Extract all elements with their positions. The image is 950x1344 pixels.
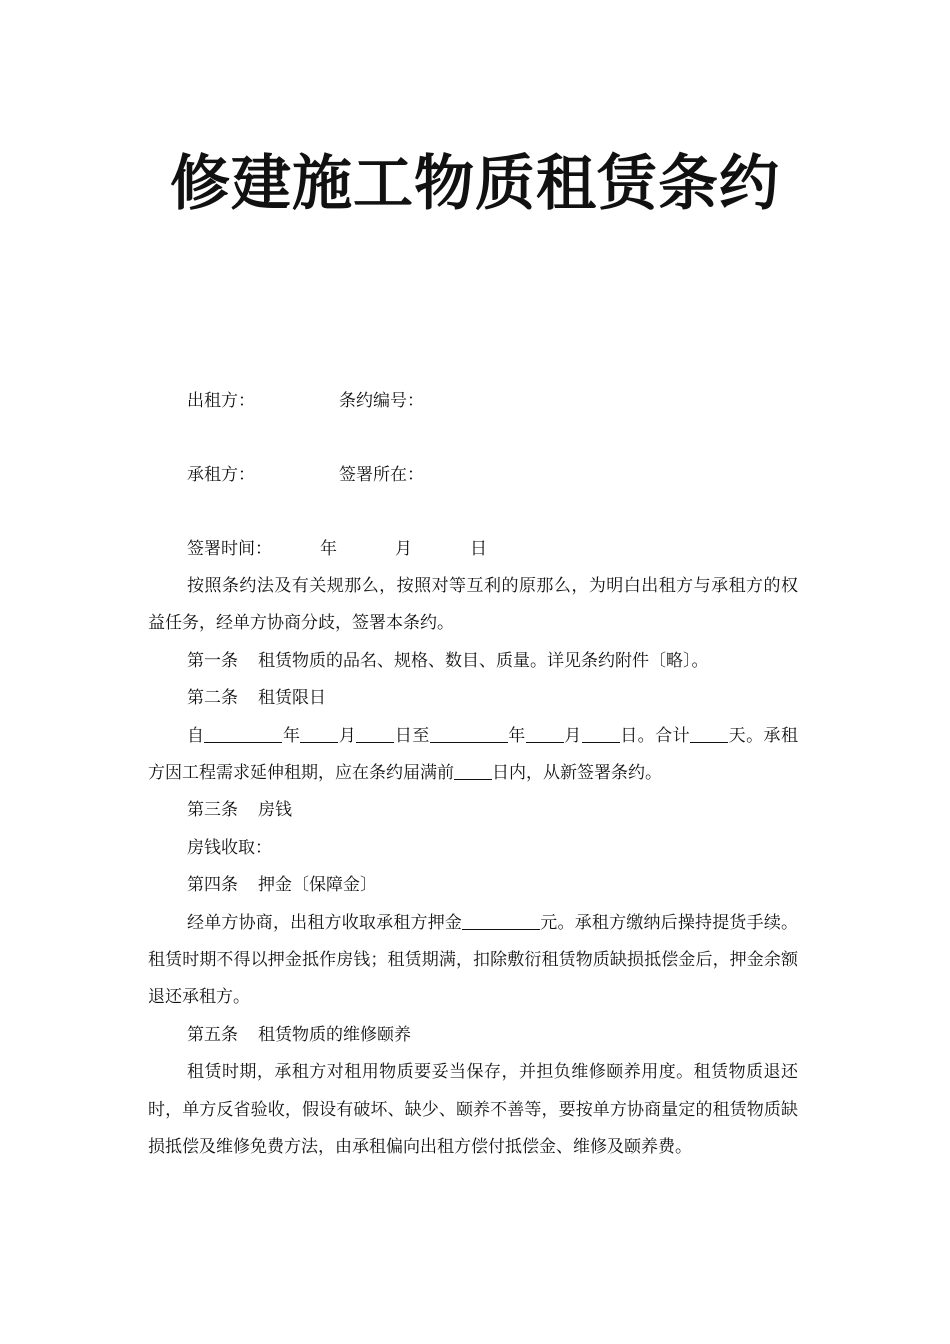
article-2-heading xyxy=(148,680,798,717)
blank-start-year xyxy=(204,724,282,743)
contract-body xyxy=(148,568,798,1167)
article-4-number: 第四条 xyxy=(187,875,238,896)
preamble-paragraph: 按照条约法及有关规那么，按照对等互利的原那么，为明白出租方与承租方的权益任务，经单方协商分歧，签署本条约。 xyxy=(148,576,798,634)
article-5-number: 第五条 xyxy=(187,1024,238,1045)
blank-end-year xyxy=(430,724,508,743)
blank-notice-days xyxy=(454,761,492,780)
text-renew: 日内，从新签署条约。 xyxy=(492,763,662,784)
header-row-lessor xyxy=(187,388,424,414)
sign-place-label: 签署所在： xyxy=(339,465,424,485)
article-1 xyxy=(148,643,798,680)
text-days-extend: 天。承租方因工程需求延伸租期，应在条约届满前 xyxy=(148,725,799,784)
day-label: 日 xyxy=(470,539,487,559)
blank-total-days xyxy=(690,724,728,743)
month-label: 月 xyxy=(395,539,412,559)
rent-collection-line: 房钱收取： xyxy=(187,837,272,858)
article-5-heading xyxy=(148,1017,798,1054)
blank-end-month xyxy=(526,724,564,743)
document-title: 修建施工物质租赁条约 xyxy=(170,149,780,219)
article-2-title: 租赁限日 xyxy=(258,688,326,709)
text-day-to: 日至 xyxy=(394,725,430,746)
blank-start-month xyxy=(300,724,338,743)
article-1-number: 第一条 xyxy=(187,650,238,671)
sign-time-label: 签署时间： xyxy=(187,539,272,559)
lessor-label: 出租方： xyxy=(187,391,255,411)
blank-start-day xyxy=(356,724,394,743)
header-row-sign-time xyxy=(187,536,487,562)
deposit-text-pre: 经单方协商，出租方收取承租方押金 xyxy=(187,912,463,933)
text-from: 自 xyxy=(187,725,205,746)
text-year: 年 xyxy=(282,725,301,746)
article-1-text: 租赁物质的品名、规格、数目、质量。详见条约附件〔略〕。 xyxy=(258,650,709,671)
article-4-title: 押金〔保障金〕 xyxy=(258,875,377,896)
contract-no-label: 条约编号： xyxy=(339,391,424,411)
article-3-title: 房钱 xyxy=(258,800,292,821)
year-label: 年 xyxy=(320,539,337,559)
text-day-total: 日。合计 xyxy=(619,725,691,746)
blank-deposit-amount xyxy=(462,911,540,930)
article-4-paragraph xyxy=(148,905,798,1017)
article-4-heading xyxy=(148,867,798,904)
article-3-heading xyxy=(148,792,798,829)
text-month-2: 月 xyxy=(563,725,582,746)
text-year-2: 年 xyxy=(507,725,526,746)
text-month: 月 xyxy=(338,725,357,746)
lessee-label: 承租方： xyxy=(187,465,255,485)
blank-end-day xyxy=(582,724,620,743)
article-5-title: 租赁物质的维修颐养 xyxy=(258,1024,411,1045)
article-5-paragraph: 租赁时期，承租方对租用物质要妥当保存，并担负维修颐养用度。租赁物质退还时，单方反省验收，假设有破坏、缺少、颐养不善等，要按单方协商量定的租赁物质缺损抵偿及维修免费方法，由承租偏向出租方偿付抵偿金、维修及颐养费。 xyxy=(148,1062,798,1158)
header-row-lessee xyxy=(187,462,424,488)
article-2-number: 第二条 xyxy=(187,688,238,709)
deposit-text-post: 元。承租方缴纳后操持提货手续。租赁时期不得以押金抵作房钱；租赁期满，扣除敷衍租赁物质缺损抵偿金后，押金余额退还承租方。 xyxy=(148,912,799,1008)
article-2-paragraph xyxy=(148,718,798,793)
article-3-number: 第三条 xyxy=(187,800,238,821)
